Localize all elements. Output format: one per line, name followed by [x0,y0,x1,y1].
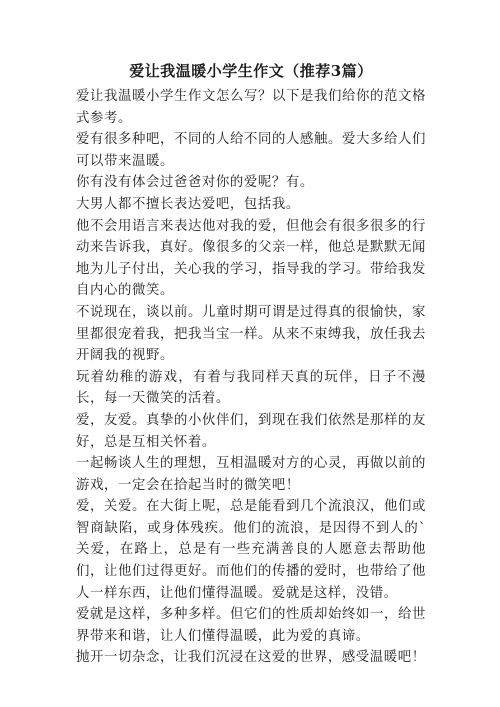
paragraph: 一起畅谈人生的理想，互相温暖对方的心灵，再做以前的游戏，一定会在拾起当时的微笑吧！ [76,456,426,493]
document-title: 爱让我温暖小学生作文（推荐3篇） [129,62,373,80]
paragraph: 抛开一切杂念，让我们沉浸在这爱的世界，感受温暖吧！ [76,650,426,666]
paragraph: 你有没有体会过爸爸对你的爱呢？有。 [76,175,314,191]
paragraph: 玩着幼稚的游戏，有着与我同样天真的玩伴，日子不漫长，每一天微笑的活着。 [76,369,426,407]
paragraph: 爱就是这样，多种多样。但它们的性质却始终如一，给世界带来和谐，让人们懂得温暖，此为爱的真谛。 [76,607,426,644]
paragraph: 他不会用语言来表达他对我的爱，但他会有很多很多的行动来告诉我，真好。像很多的父亲一样，他总是默默无闻地为儿子付出，关心我的学习，指导我的学习。带给我发自内心的微笑。 [76,218,426,299]
paragraph: 不说现在，谈以前。儿童时期可谓是过得真的很愉快，家里都很宠着我，把我当宝一样。从来不束缚我，放任我去开阔我的视野。 [76,304,426,364]
paragraph: 爱，关爱。在大街上呢，总是能看到几个流浪汉，他们或智商缺陷，或身体残疾。他们的流浪，是因得不到人的`关爱，在路上，总是有一些充满善良的人愿意去帮助他们，让他们过得更好。而他们的传播的爱时，也带给了他人一样东西，让他们懂得温暖。爱就是这样，没错。 [76,499,426,601]
paragraph: 大男人都不擅长表达爱吧，包括我。 [76,196,300,212]
paragraph: 爱，友爱。真挚的小伙伴们，到现在我们依然是那样的友好，总是互相关怀着。 [76,412,426,450]
paragraph: 爱有很多种吧，不同的人给不同的人感触。爱大多给人们可以带来温暖。 [76,132,426,169]
paragraph: 爱让我温暖小学生作文怎么写？以下是我们给你的范文格式参考。 [76,89,426,126]
